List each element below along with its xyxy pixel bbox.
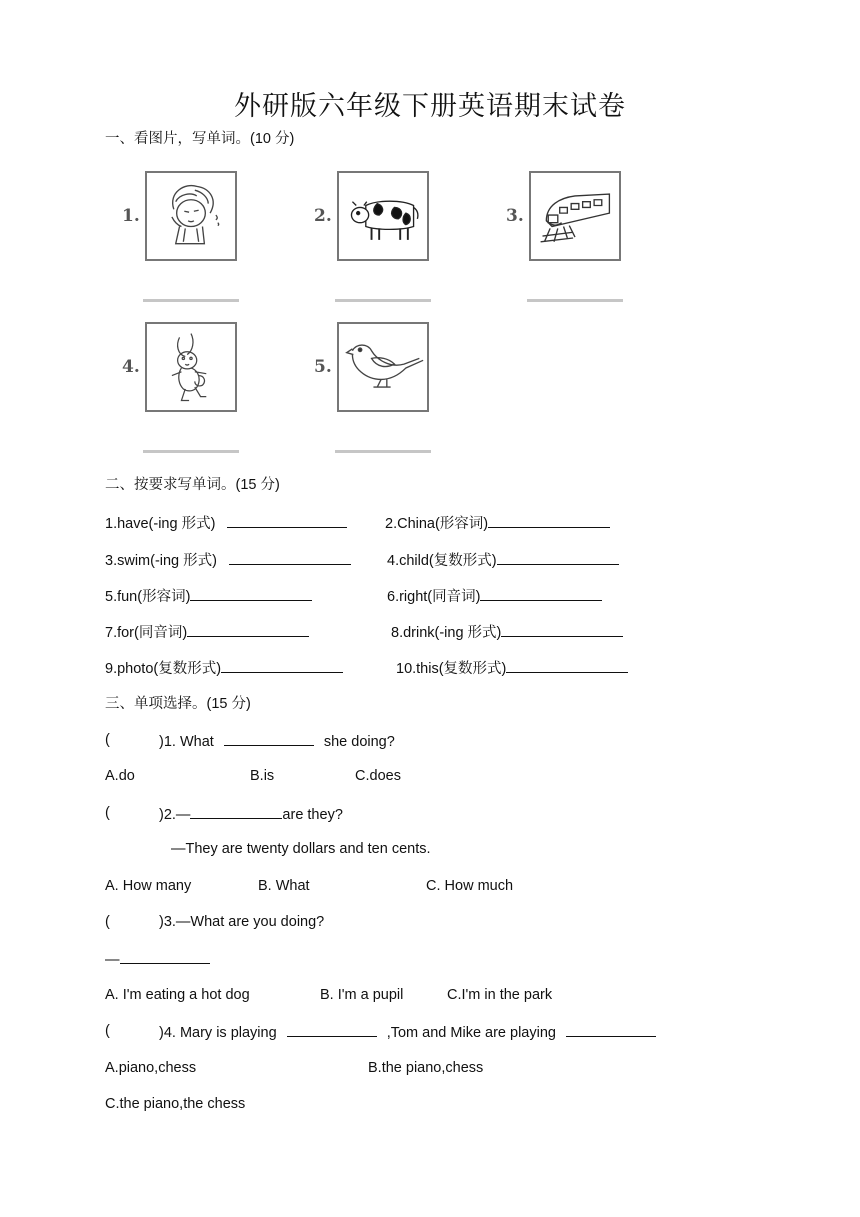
q3-stem: )3.—What are you doing? bbox=[159, 914, 325, 930]
q3-paren[interactable]: ( bbox=[105, 914, 110, 930]
q1-option-c[interactable]: C.does bbox=[355, 768, 401, 784]
word-item-5 bbox=[105, 586, 312, 606]
q4-stem-a: )4. Mary is playing bbox=[159, 1025, 277, 1041]
q1-option-b[interactable]: B.is bbox=[250, 768, 275, 784]
q2-paren[interactable]: ( bbox=[105, 805, 110, 821]
q2-stem bbox=[159, 804, 343, 824]
word-item-5-label: 5.fun(形容词) bbox=[105, 589, 191, 605]
word-item-2-label: 2.China(形容词) bbox=[385, 516, 489, 532]
q4-blank-2[interactable] bbox=[566, 1022, 656, 1037]
answer-line-4[interactable] bbox=[143, 450, 239, 453]
word-item-7-label: 7.for(同音词) bbox=[105, 625, 188, 641]
crying-girl-icon bbox=[145, 171, 237, 261]
q2-blank[interactable] bbox=[190, 804, 282, 819]
q4-paren[interactable]: ( bbox=[105, 1023, 110, 1039]
q4-stem-b: ,Tom and Mike are playing bbox=[386, 1025, 556, 1041]
picture-number-5: 5. bbox=[314, 357, 332, 377]
rabbit-icon bbox=[145, 322, 237, 412]
word-item-8-label: 8.drink(-ing 形式) bbox=[391, 625, 502, 641]
q2-stem-b: are they? bbox=[282, 807, 343, 823]
word-blank-7[interactable] bbox=[187, 622, 309, 637]
word-item-10 bbox=[396, 658, 628, 678]
q2-option-b[interactable]: B. What bbox=[258, 878, 310, 894]
q4-option-c[interactable]: C.the piano,the chess bbox=[105, 1096, 246, 1112]
word-blank-1[interactable] bbox=[227, 513, 347, 528]
word-blank-4[interactable] bbox=[497, 550, 619, 565]
word-item-10-label: 10.this(复数形式) bbox=[396, 661, 507, 677]
bird-icon bbox=[337, 322, 429, 412]
word-item-6 bbox=[387, 586, 602, 606]
picture-number-4: 4. bbox=[122, 357, 140, 377]
cow-icon bbox=[337, 171, 429, 261]
section3-heading: 三、单项选择。(15 分) bbox=[105, 696, 251, 712]
picture-number-3: 3. bbox=[506, 206, 524, 226]
answer-line-2[interactable] bbox=[335, 299, 431, 302]
picture-number-2: 2. bbox=[314, 206, 332, 226]
q3-reply bbox=[105, 949, 210, 969]
answer-line-5[interactable] bbox=[335, 450, 431, 453]
q2-option-c[interactable]: C. How much bbox=[426, 878, 514, 894]
q1-paren[interactable]: ( bbox=[105, 732, 110, 748]
q1-option-a[interactable]: A.do bbox=[105, 768, 135, 784]
word-item-1-label: 1.have(-ing 形式) bbox=[105, 516, 216, 532]
q4-blank-1[interactable] bbox=[287, 1022, 377, 1037]
q1-stem-b: she doing? bbox=[323, 734, 395, 750]
word-blank-9[interactable] bbox=[221, 658, 343, 673]
word-item-7 bbox=[105, 622, 309, 642]
word-blank-5[interactable] bbox=[190, 586, 312, 601]
word-blank-6[interactable] bbox=[480, 586, 602, 601]
word-blank-3[interactable] bbox=[229, 550, 351, 565]
train-icon bbox=[529, 171, 621, 261]
answer-line-3[interactable] bbox=[527, 299, 623, 302]
q1-stem bbox=[159, 731, 395, 751]
word-item-4-label: 4.child(复数形式) bbox=[387, 553, 497, 569]
section1-heading: 一、看图片，写单词。(10 分) bbox=[105, 131, 295, 147]
word-blank-2[interactable] bbox=[488, 513, 610, 528]
q1-blank[interactable] bbox=[224, 731, 314, 746]
q1-stem-a: )1. What bbox=[159, 734, 214, 750]
q4-stem bbox=[159, 1022, 656, 1042]
q4-option-b[interactable]: B.the piano,chess bbox=[368, 1060, 484, 1076]
picture-number-1: 1. bbox=[122, 206, 140, 226]
word-item-4 bbox=[387, 550, 619, 570]
q3-blank[interactable] bbox=[120, 949, 210, 964]
q2-stem-a: )2.— bbox=[159, 807, 191, 823]
q3-option-c[interactable]: C.I'm in the park bbox=[447, 987, 553, 1003]
q3-option-a[interactable]: A. I'm eating a hot dog bbox=[105, 987, 250, 1003]
word-blank-8[interactable] bbox=[501, 622, 623, 637]
word-item-1 bbox=[105, 513, 347, 533]
answer-line-1[interactable] bbox=[143, 299, 239, 302]
word-item-2 bbox=[385, 513, 610, 533]
word-item-6-label: 6.right(同音词) bbox=[387, 589, 481, 605]
word-item-9 bbox=[105, 658, 343, 678]
word-item-3-label: 3.swim(-ing 形式) bbox=[105, 553, 217, 569]
q2-option-a[interactable]: A. How many bbox=[105, 878, 192, 894]
section2-heading: 二、按要求写单词。(15 分) bbox=[105, 477, 280, 493]
word-item-8 bbox=[391, 622, 623, 642]
word-blank-10[interactable] bbox=[506, 658, 628, 673]
q3-option-b[interactable]: B. I'm a pupil bbox=[320, 987, 404, 1003]
word-item-3 bbox=[105, 550, 351, 570]
q4-option-a[interactable]: A.piano,chess bbox=[105, 1060, 197, 1076]
page-title: 外研版六年级下册英语期末试卷 bbox=[234, 91, 626, 122]
q2-reply: —They are twenty dollars and ten cents. bbox=[171, 841, 431, 857]
word-item-9-label: 9.photo(复数形式) bbox=[105, 661, 222, 677]
q3-dash: — bbox=[105, 952, 120, 968]
